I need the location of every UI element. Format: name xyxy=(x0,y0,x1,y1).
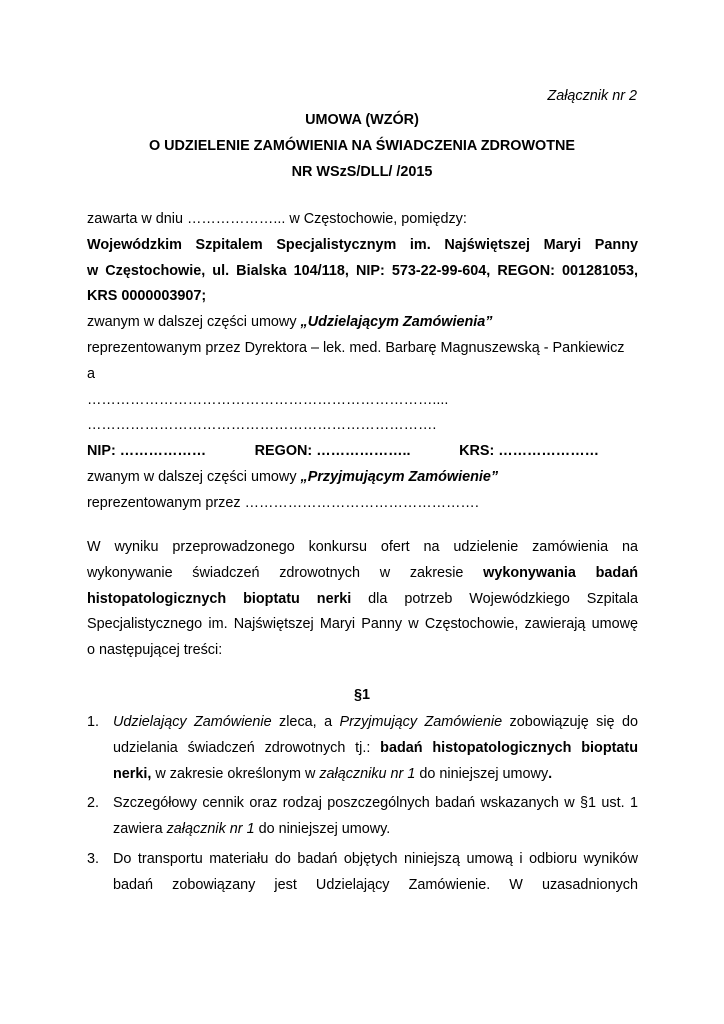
list-item: 1. Udzielający Zamówienie zleca, a Przyjmujący Zamówienie zobowiązuję się do udzielania świadczeń zdrowotnych tj.: badań histopatologicznych bioptatu nerki, w zakresie określonym w załączniku nr 1 do niniejszej umowy. xyxy=(87,710,638,787)
list-item: 2. Szczegółowy cennik oraz rodzaj poszczególnych badań wskazanych w §1 ust. 1 zawiera załącznik nr 1 do niniejszej umowy. xyxy=(87,791,638,843)
concluded-line: zawarta w dniu ………………... w Częstochowie, pomiędzy: xyxy=(87,211,467,227)
intro-line-1: W wyniku przeprowadzonego konkursu ofert na udzielenie zamówienia na xyxy=(87,539,638,555)
krs-field: KRS: ………………… xyxy=(459,443,599,460)
title-subject: O UDZIELENIE ZAMÓWIENIA NA ŚWIADCZENIA ZDROWOTNE xyxy=(148,138,576,154)
list-item: 3. Do transportu materiału do badań objętych niniejszą umową i odbioru wyników badań zobowiązany jest Udzielający Zamówienie. W uzasadnionych xyxy=(87,847,638,899)
hospital-name-line1: Wojewódzkim Szpitalem Specjalistycznym im. Najświętszej Maryi Panny xyxy=(87,236,638,253)
represented-by-director: reprezentowanym przez Dyrektora – lek. med. Barbarę Magnuszewską - Pankiewicz xyxy=(87,339,625,356)
intro-line-5: o następującej treści: xyxy=(87,642,223,659)
hospital-krs-line: KRS 0000003907; xyxy=(87,288,207,305)
item-number: 3. xyxy=(87,850,100,867)
accepting-party-role: „Przyjmującym Zamówienie” xyxy=(300,468,499,485)
ordering-party-role: „Udzielającym Zamówienia” xyxy=(300,314,493,331)
item-number: 2. xyxy=(87,795,100,812)
hospital-address-line: w Częstochowie, ul. Bialska 104/118, NIP: 573-22-99-604, REGON: 001281053, xyxy=(87,262,638,279)
title-number: NR WSzS/DLL/ /2015 xyxy=(291,164,433,180)
intro-line-4: Specjalistycznego im. Najświętszej Maryi Panny w Częstochowie, zawierają umowę xyxy=(87,616,638,633)
contractor-placeholder-line1: ……………………………………………………………….... xyxy=(87,391,449,408)
intro-line-2: wykonywanie świadczeń zdrowotnych w zakresie wykonywania badań xyxy=(87,564,638,581)
intro-line-3: histopatologicznych bioptatu nerki dla potrzeb Wojewódzkiego Szpitala xyxy=(87,590,638,607)
intro-paragraph xyxy=(87,535,638,664)
nip-field: NIP: ……………… xyxy=(87,443,207,460)
section-heading: §1 xyxy=(353,687,370,703)
section-1-list xyxy=(87,710,638,903)
attachment-label: Załącznik nr 2 xyxy=(547,88,637,104)
called-accepting-party: zwanym w dalszej części umowy „Przyjmującym Zamówienie” xyxy=(87,468,499,485)
title-contract: UMOWA (WZÓR) xyxy=(305,112,419,128)
conjunction-a: a xyxy=(87,365,96,382)
called-ordering-party: zwanym w dalszej części umowy „Udzielającym Zamówienia” xyxy=(87,314,493,331)
regon-field: REGON: ……………….. xyxy=(254,443,411,460)
item-number: 1. xyxy=(87,714,100,730)
represented-by-placeholder: reprezentowanym przez …………………………………………. xyxy=(87,494,479,511)
contractor-ids-row xyxy=(87,439,599,465)
parties-block xyxy=(87,207,638,517)
contractor-placeholder-line2: ………………………………………………………………. xyxy=(87,417,437,434)
